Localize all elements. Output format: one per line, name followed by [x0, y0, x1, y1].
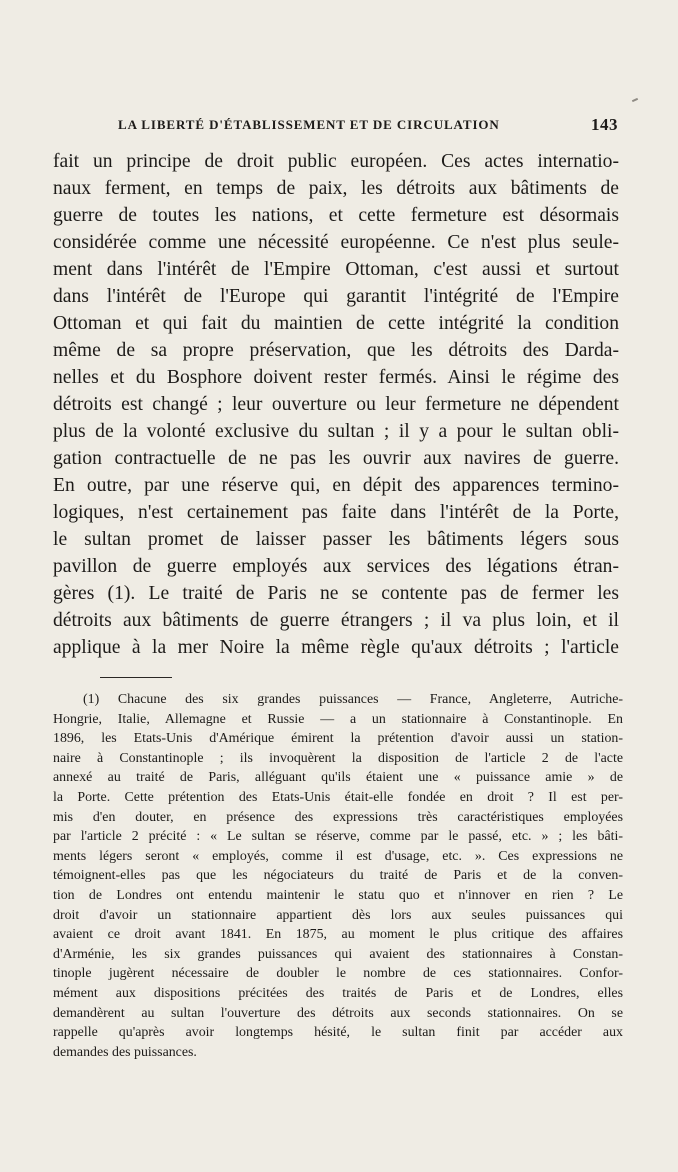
footnote-line: d'Arménie, les six grandes puissances qui avaient des stationnaires à Constan-: [53, 946, 623, 962]
body-line: dans l'intérêt de l'Europe qui garantit l'intégrité de l'Empire: [53, 286, 619, 307]
body-line: guerre de toutes les nations, et cette fermeture est désormais: [53, 205, 619, 226]
running-head: [118, 117, 618, 137]
footnote-line: témoignent-elles pas que les négociateurs du traité de Paris et de la conven-: [53, 868, 623, 884]
footnote-line: tion de Londres ont entendu maintenir le statu quo et n'innover en rien ? Le: [53, 887, 623, 903]
footnote-line: Hongrie, Italie, Allemagne et Russie — a un stationnaire à Constantinople. En: [53, 711, 623, 727]
footnote-separator: [100, 677, 172, 678]
body-line: détroits est changé ; leur ouverture ou leur fermeture ne dépendent: [53, 394, 619, 415]
body-line: gères (1). Le traité de Paris ne se contente pas de fermer les: [53, 583, 619, 604]
body-line: plus de la volonté exclusive du sultan ; il y a pour le sultan obli-: [53, 421, 619, 442]
footnote-line: 1896, les Etats-Unis d'Amérique émirent la prétention d'avoir aussi un station-: [53, 731, 623, 747]
running-head-title: LA LIBERTÉ D'ÉTABLISSEMENT ET DE CIRCULATION: [118, 117, 500, 132]
page-number: 143: [591, 115, 618, 134]
body-line: ment dans l'intérêt de l'Empire Ottoman, c'est aussi et surtout: [53, 259, 619, 280]
body-line: détroits aux bâtiments de guerre étrangers ; il va plus loin, et il: [53, 610, 619, 631]
footnote-line: avaient ce droit avant 1841. En 1875, au moment le plus critique des affaires: [53, 927, 623, 943]
body-line: Ottoman et qui fait du maintien de cette intégrité la condition: [53, 313, 619, 334]
footnote-line: droit d'avoir un stationnaire appartient dès lors aux seules puissances qui: [53, 907, 623, 923]
footnote-line: demandes des puissances.: [53, 1044, 197, 1060]
footnote-line: ments légers seront « employés, comme il est d'usage, etc. ». Ces expressions ne: [53, 848, 623, 864]
footnote-line: la Porte. Cette prétention des Etats-Unis était-elle fondée en droit ? Il est per-: [53, 789, 623, 805]
footnote-line: demandèrent au sultan l'ouverture des détroits aux seconds stationnaires. On se: [53, 1005, 623, 1021]
footnote-line: annexé au traité de Paris, alléguant qu'ils étaient une « puissance amie » de: [53, 770, 623, 786]
body-line: considérée comme une nécessité européenne. Ce n'est plus seule-: [53, 232, 619, 253]
footnote-line: (1) Chacune des six grandes puissances — France, Angleterre, Autriche-: [83, 692, 623, 707]
body-line: logiques, n'est certainement pas faite dans l'intérêt de la Porte,: [53, 502, 619, 523]
footnote-line: naire à Constantinople ; ils invoquèrent la disposition de l'article 2 de l'acte: [53, 750, 623, 766]
body-line: gation contractuelle de ne pas les ouvrir aux navires de guerre.: [53, 448, 619, 469]
footnote: [53, 690, 623, 1062]
body-line: le sultan promet de laisser passer les bâtiments légers sous: [53, 529, 619, 550]
body-line: même de sa propre préservation, que les détroits des Darda-: [53, 340, 619, 361]
body-text: [53, 148, 619, 661]
footnote-line: tinople jugèrent nécessaire de doubler le nombre de ces stationnaires. Confor-: [53, 966, 623, 982]
footnote-line: par l'article 2 précité : « Le sultan se réserve, comme par le passé, etc. » ; les bâti-: [53, 829, 623, 845]
body-line: nelles et du Bosphore doivent rester fermés. Ainsi le régime des: [53, 367, 619, 388]
body-line: applique à la mer Noire la même règle qu'aux détroits ; l'article: [53, 637, 619, 658]
footnote-line: mis d'en douter, en présence des expressions très caractéristiques employées: [53, 809, 623, 825]
footnote-line: mément aux dispositions précitées des traités de Paris et de Londres, elles: [53, 985, 623, 1001]
margin-mark: [632, 98, 638, 102]
body-line: naux ferment, en temps de paix, les détroits aux bâtiments de: [53, 178, 619, 199]
body-line: En outre, par une réserve qui, en dépit des apparences termino-: [53, 475, 619, 496]
body-line: fait un principe de droit public européen. Ces actes internatio-: [53, 151, 619, 172]
footnote-line: rappelle qu'après avoir longtemps hésité, le sultan finit par accéder aux: [53, 1025, 623, 1041]
body-line: pavillon de guerre employés aux services des légations étran-: [53, 556, 619, 577]
